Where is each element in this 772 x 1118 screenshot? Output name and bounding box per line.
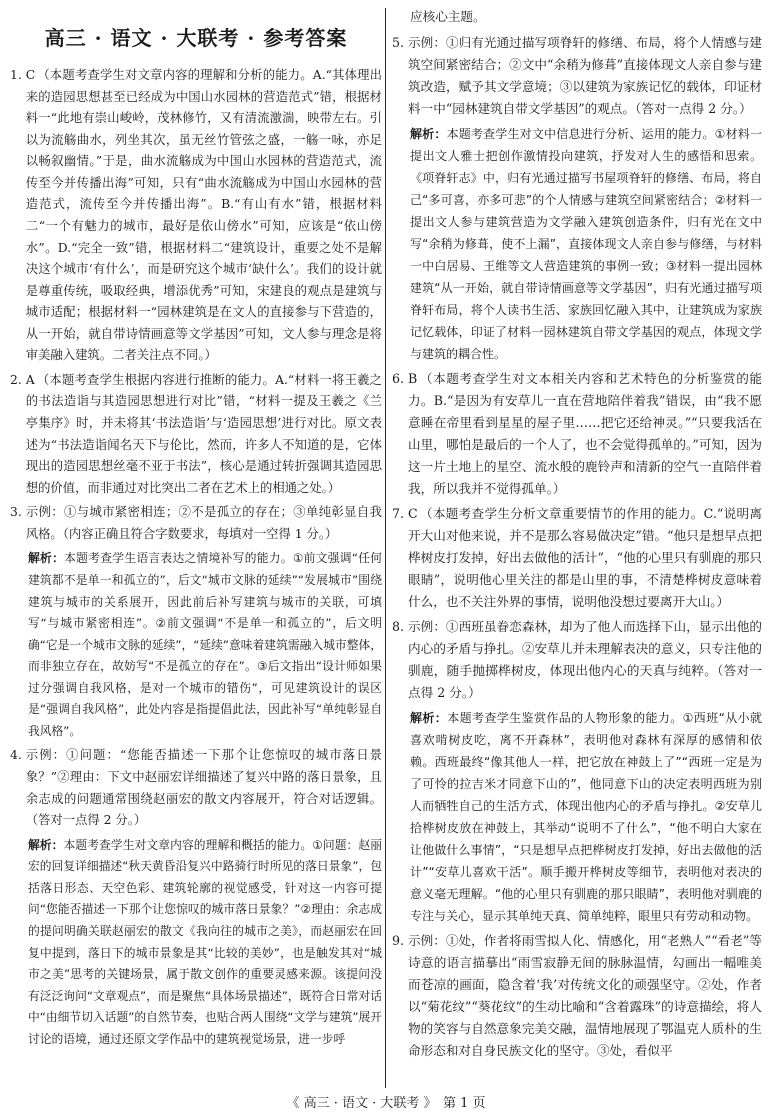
question-number: 7. xyxy=(392,506,405,521)
answer-text: 示例：①归有光通过描写项脊轩的修缮、布局，将个人情感与建筑空间紧密结合；②文中“余稍为修葺”直接体现文人亲自参与建筑改造，赋予其文学意境；③以建筑为家族记忆的载体，印证材料一中“园林建筑自带文学基因”的观点。（答对一点得 2 分。） xyxy=(408,35,762,116)
answer-body xyxy=(408,930,762,1062)
left-answer-list xyxy=(10,65,382,1050)
answer-body xyxy=(408,368,762,500)
left-column xyxy=(10,0,382,1053)
question-number: 8. xyxy=(392,619,405,634)
question-number: 5. xyxy=(392,35,405,50)
answer-item xyxy=(10,502,382,545)
answer-choice: B xyxy=(408,371,418,386)
question-number: 6. xyxy=(392,371,405,386)
answer-text: 示例：①问题：“您能否描述一下那个让您惊叹的城市落日景象？”②理由：下文中赵丽宏详细描述了复兴中路的落日景象，且余志成的问题通常围绕赵丽宏的散文内容展开，符合对话逻辑。（答对一点得 2 分。） xyxy=(25,748,382,828)
page-footer: 《 高三 · 语文 · 大联考 》 第 1 页 xyxy=(286,1096,486,1111)
answer-body xyxy=(26,745,382,831)
answer-body xyxy=(408,32,762,120)
answer-body xyxy=(26,370,382,499)
analysis-text xyxy=(10,835,382,1051)
answer-text: （本题考查学生根据内容进行推断的能力。A.“材料一将王羲之的书法造诣与其造园思想进行对比”错，“材料一提及王羲之《兰亭集序》时，并未将其‘书法造诣’与‘造园思想’进行对比。原文表述为“书法造诣闻名天下与伦比，然而，许多人不知道的是，它体现出的造园思想丝毫不亚于书法”，核心是通过转折强调其造园思想的价值，而非通过对比突出二者在艺术上的相通之处。） xyxy=(25,372,382,495)
analysis-text xyxy=(392,123,762,365)
answer-text: 示例：①西班虽眷恋森林，却为了他人而选择下山，显示出他的内心的矛盾与挣扎。②安草儿并未理解表决的意义，只专注他的驯鹿，随手抛掷桦树皮，体现出他内心的天真与纯粹。（答对一点得 2 分。） xyxy=(408,619,762,700)
answer-choice: A xyxy=(25,372,35,387)
answer-item xyxy=(392,616,762,704)
answer-text: 示例：①与城市紧密相连；②不是孤立的存在；③单纯彰显自我风格。（内容正确且符合字数要求，每填对一空得 1 分。） xyxy=(25,505,382,541)
continuation-text: 应核心主题。 xyxy=(410,9,486,24)
analysis-body: 本题考查学生鉴赏作品的人物形象的能力。①西班“从小就喜欢啃树皮吃，离不开森林”，表明他对森林有深厚的感情和依赖。西班最终“像其他人一样，把它放在神鼓上了”“西班一定是为了可怜的拉吉米才同意下山的”，他同意下山的决定表明西班为别人而牺牲自己的生活方式，体现出他内心的矛盾与挣扎。②安草儿拾桦树皮放在神鼓上，其举动“说明不了什么”，“他不明白大家在让他做什么事情”，“只是想早点把桦树皮打发掉，好出去做他的活计”“安草儿喜欢干活”。顺手搬开桦树皮等细节，表明他对表决的意义毫无理解。“他的心里只有驯鹿的那只眼睛”，表明他对驯鹿的专注与关心，显示其单纯天真、简单纯粹，眼里只有劳动和动物。 xyxy=(410,711,762,923)
answer-text: （本题考查学生对文本相关内容和艺术特色的分析鉴赏的能力。B.“是因为有安草儿一直在营地陪伴着我”错误，由“我不愿意睡在帝里看到星星的屋子里……把它还给神灵。”“只要我活在山里，哪怕是最后的一个人了，也不会觉得孤单的。”可知，因为这一片土地上的星空、流水般的鹿铃声和清新的空气一直陪伴着我，所以我并不觉得孤单。） xyxy=(408,371,762,496)
answer-item xyxy=(392,503,762,613)
analysis-text xyxy=(10,548,382,742)
answer-choice: C xyxy=(25,68,36,82)
analysis-body: 本题考查学生对文中信息进行分析、运用的能力。①材料一提出文人雅士把创作激情投向建筑，抒发对人生的感悟和思索。《项脊轩志》中，归有光通过描写书屋项脊轩的修缮、布局，将自己“多可喜，亦多可悲”的个人情感与建筑空间紧密结合；②材料一提出文人参与建筑营造为文学融入建筑创造条件，归有光在文中写“余稍为修葺，使不上漏”，直接体现文人亲自参与修缮，与材料一中白居易、王维等文人营造建筑的事例一致；③材料一提出园林建筑“从一开始，就自带诗情画意等文学基因”，归有光通过描写项脊轩布局，将个人读书生活、家族回忆融入其中，让建筑成为家族记忆载体，印证了材料一园林建筑自带文学基因的观点，体现文学与建筑的耦合性。 xyxy=(410,127,762,361)
analysis-label: 解析： xyxy=(410,127,447,141)
column-divider xyxy=(385,8,386,1088)
answer-text: （本题考查学生对文章内容的理解和分析的能力。A.“其体理出来的造园思想甚至已经成为中国山水园林的营造范式”错，根据材料一“此地有崇山峻岭，茂林修竹，又有清流激湍，映带左右。引以为流觞曲水，列坐其次，虽无丝竹管弦之盛，一觞一咏，亦足以畅叙幽情。”于是，曲水流觞成为中国山水园林的营造范式，流传至今并传播出海”可知，只有“曲水流觞成为中国山水园林的营造范式，流传至今并传播出海”。B.“有山有水”错，根据材料二“一个有魅力的城市，最好是依山傍水”可知，应该是“依山傍水”。D.“完全一致”错，根据材料二“建筑设计，重要之处不是解决这个城市‘有什么’，而是研究这个城市‘缺什么’。我们的设计就是尊重传统，吸取经典，增添优秀”可知，宋建良的观点是建筑与城市适配；根据材料一“园林建筑是在文人的直接参与下营造的，从一开始，就自带诗情画意等文学基因”可知，文人参与理念是将审美融入建筑。二者关注点不同。） xyxy=(25,68,382,363)
answer-item xyxy=(392,930,762,1062)
answer-item xyxy=(10,370,382,499)
answer-item xyxy=(392,32,762,120)
answer-text: 示例：①处，作者将雨雪拟人化、情感化，用“老熟人”“看老”等诗意的语言描摹出“雨雪寂静无间的脉脉温情，勾画出一幅唯美而苍凉的画面，隐含着‘我’对传统文化的顽强坚守。②处，作者以“菊花纹”“葵花纹”的生动比喻和“含着露珠”的诗意描绘，将人物的笑容与自然意象完美交融，温情地展现了鄂温克人质朴的生命形态和对自身民族文化的坚守。③处，看似平 xyxy=(408,933,762,1058)
right-column xyxy=(392,0,762,1065)
answer-body xyxy=(26,65,382,367)
answer-text: （本题考查学生分析文章重要情节的作用的能力。C.“说明离开大山对他来说，并不是那么容易做决定”错。“他只是想早点把桦树皮打发掉，好出去做他的活计”，“他的心里只有驯鹿的那只眼睛”，说明他心里关注的都是山里的事，不清楚桦树皮意味着什么，也不关注外界的事情，说明他没想过要离开大山。） xyxy=(408,506,762,609)
answer-choice: C xyxy=(408,506,418,521)
analysis-label: 解析： xyxy=(28,551,65,566)
analysis-label: 解析： xyxy=(410,711,448,725)
answer-item xyxy=(10,65,382,367)
question-number: 1. xyxy=(10,68,22,82)
right-answer-list xyxy=(392,32,762,1062)
page-title: 高三 · 语文 · 大联考 · 参考答案 xyxy=(44,26,348,50)
analysis-body: 本题考查学生语言表达之情境补写的能力。①前文强调“任何建筑都不是单一和孤立的”，后文“城市文脉的延续”“发展城市”围绕建筑与城市的关系展开，因此前后补写建筑与城市的关联，可填写“与城市紧密相连”。②前文强调“不是单一和孤立的”，后文明确“它是一个城市文脉的延续”，“延续”意味着建筑需融入城市整体，而非独立存在，故妨写“不是孤立的存在”。③后文指出“设计师如果过分强调自我风格，是对一个城市的错伤”，可见建筑设计的误区是“强调自我风格”，此处内容是指提倡此法，因此补写“单纯彰显自我风格”。 xyxy=(28,551,383,738)
answer-item xyxy=(10,745,382,831)
answer-body xyxy=(26,502,382,545)
question-number: 2. xyxy=(10,372,22,387)
analysis-text xyxy=(392,707,762,927)
question-number: 4. xyxy=(10,748,22,763)
question-number: 3. xyxy=(10,505,22,520)
answer-body xyxy=(408,503,762,613)
analysis-label: 解析： xyxy=(28,837,64,852)
question-number: 9. xyxy=(392,933,405,948)
analysis-body: 本题考查学生对文章内容的理解和概括的能力。①问题：赵丽宏的回复详细描述“秋天黄昏沿复兴中路骑行时所见的落日景象”，包括落日形态、天空色彩、建筑轮廓的视觉感受，针对这一内容可提问“您能否描述一下那个让您惊叹的城市落日景象？”②理由：余志成的提问明确关联赵丽宏的散文《我向往的城市之美》，而赵丽宏在回复中提到，落日下的城市景象是其“比较的美妙”，也是触发其对“城市之美”思考的关键场景，属于散文创作的重要灵感来源。该提问没有泛泛询问“文章观点”，而是聚焦“具体场景描述”，既符合日常对话中“由细节切入话题”的自然节奏，也贴合两人围绕“文学与建筑”展开讨论的语境，通过还原文学作品中的建筑视觉场景，进一步呼 xyxy=(28,837,382,1046)
answer-body xyxy=(408,616,762,704)
answer-item xyxy=(392,368,762,500)
